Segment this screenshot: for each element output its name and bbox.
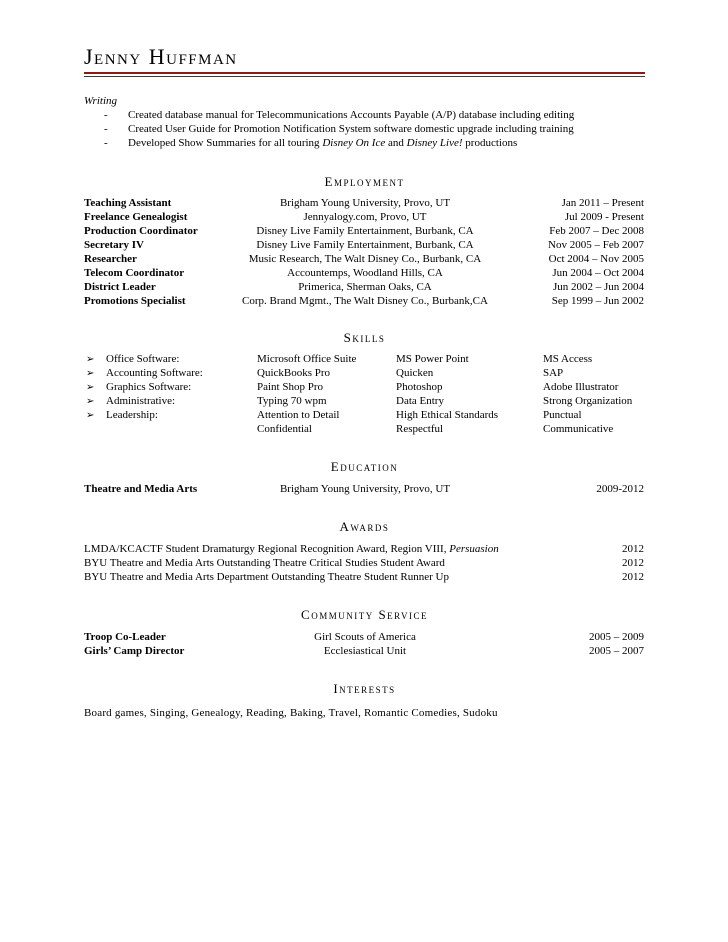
skill-item: Microsoft Office Suite [257, 353, 357, 365]
employment-role: Researcher [84, 253, 137, 265]
employment-dates: Sep 1999 – Jun 2002 [551, 295, 644, 307]
employment-role: District Leader [84, 281, 156, 293]
award-year: 2012 [622, 557, 644, 569]
employment-title: Employment [324, 174, 405, 189]
employment-dates: Feb 2007 – Dec 2008 [549, 225, 644, 237]
writing-dash: - [104, 109, 108, 121]
skill-item: Attention to Detail [257, 409, 340, 421]
education-dates: 2009-2012 [596, 483, 644, 495]
employment-dates: Jun 2004 – Oct 2004 [552, 267, 644, 279]
award-name [84, 557, 445, 570]
skill-item: Adobe Illustrator [543, 381, 619, 393]
education-degree: Theatre and Media Arts [84, 483, 198, 495]
education-title: Education [330, 459, 399, 474]
community-dates: 2005 – 2007 [589, 645, 644, 657]
skill-item: Respectful [396, 423, 444, 435]
employment-dates: Nov 2005 – Feb 2007 [548, 239, 644, 251]
award-year: 2012 [622, 543, 644, 555]
bullet-arrow-icon: ➢ [86, 368, 95, 379]
employment-org: Music Research, The Walt Disney Co., Burbank, CA [248, 253, 482, 265]
skill-item: Data Entry [396, 395, 444, 407]
award-work-title: Persuasion [449, 543, 499, 555]
header-rule-red [84, 72, 645, 74]
skill-category: Leadership: [106, 409, 158, 421]
award-year: 2012 [622, 571, 644, 583]
employment-role: Teaching Assistant [84, 197, 172, 209]
employment-org: Corp. Brand Mgmt., The Walt Disney Co., Burbank,CA [242, 295, 488, 307]
skill-item: QuickBooks Pro [257, 367, 331, 379]
employment-org: Disney Live Family Entertainment, Burbank, CA [256, 239, 474, 251]
skill-category: Office Software: [106, 353, 180, 365]
bullet-arrow-icon: ➢ [86, 382, 95, 393]
employment-org: Disney Live Family Entertainment, Burbank, CA [256, 225, 474, 237]
community-dates: 2005 – 2009 [589, 631, 644, 643]
community-org: Ecclesiastical Unit [323, 645, 407, 657]
award-text: BYU Theatre and Media Arts Outstanding Theatre Critical Studies Student Award [84, 557, 445, 569]
employment-role: Freelance Genealogist [84, 211, 188, 223]
employment-dates: Oct 2004 – Nov 2005 [548, 253, 644, 265]
writing-dash: - [104, 123, 108, 135]
skills-title: Skills [343, 330, 386, 345]
interests-text: Board games, Singing, Genealogy, Reading, Baking, Travel, Romantic Comedies, Sudoku [84, 707, 498, 719]
skill-category: Graphics Software: [106, 381, 192, 393]
community-role: Girls’ Camp Director [84, 645, 185, 657]
skill-item: Paint Shop Pro [257, 381, 324, 393]
employment-role: Secretary IV [84, 239, 144, 251]
skill-item: MS Access [543, 353, 593, 365]
bullet-arrow-icon: ➢ [86, 410, 95, 421]
award-text: LMDA/KCACTF Student Dramaturgy Regional Recognition Award, Region VIII, [84, 543, 450, 555]
skill-item: Confidential [257, 423, 312, 435]
employment-org: Jennyalogy.com, Provo, UT [303, 211, 427, 223]
employment-org: Accountemps, Woodland Hills, CA [287, 267, 443, 279]
skill-item: Communicative [543, 423, 614, 435]
skill-item: High Ethical Standards [396, 409, 499, 421]
skill-category: Accounting Software: [106, 367, 203, 379]
interests-title: Interests [333, 681, 396, 696]
writing-heading: Writing [84, 95, 118, 107]
bullet-arrow-icon: ➢ [86, 354, 95, 365]
skill-category: Administrative: [106, 395, 176, 407]
skill-item: Quicken [396, 367, 434, 379]
skill-item: Photoshop [396, 381, 443, 393]
employment-dates: Jan 2011 – Present [561, 197, 644, 209]
bullet-arrow-icon: ➢ [86, 396, 95, 407]
writing-item: Created database manual for Telecommunications Accounts Payable (A/P) database including editing [128, 109, 575, 121]
skill-item: MS Power Point [396, 353, 469, 365]
community-org: Girl Scouts of America [314, 631, 416, 643]
community-title: Community Service [301, 607, 428, 622]
writing-item: Developed Show Summaries for all touring Disney On Ice and Disney Live! productions [128, 137, 518, 149]
employment-role: Promotions Specialist [84, 295, 186, 307]
award-name [84, 543, 499, 556]
skill-item: Strong Organization [543, 395, 633, 407]
employment-dates: Jul 2009 - Present [564, 211, 644, 223]
community-role: Troop Co-Leader [84, 631, 166, 643]
header-rule-dark [84, 76, 645, 77]
awards-title: Awards [339, 519, 390, 534]
award-name [84, 571, 449, 584]
skill-item: Punctual [543, 409, 582, 421]
employment-role: Production Coordinator [84, 225, 198, 237]
employment-role: Telecom Coordinator [84, 267, 185, 279]
employment-dates: Jun 2002 – Jun 2004 [552, 281, 644, 293]
writing-item: Created User Guide for Promotion Notification System software domestic upgrade including training [128, 123, 574, 135]
resume-name: Jenny Huffman [84, 44, 238, 69]
skill-item: Typing 70 wpm [257, 395, 327, 407]
skill-item: SAP [543, 367, 564, 379]
education-school: Brigham Young University, Provo, UT [279, 483, 451, 495]
employment-org: Primerica, Sherman Oaks, CA [298, 281, 432, 293]
writing-dash: - [104, 137, 108, 149]
award-text: BYU Theatre and Media Arts Department Outstanding Theatre Student Runner Up [84, 571, 449, 583]
employment-org: Brigham Young University, Provo, UT [279, 197, 451, 209]
